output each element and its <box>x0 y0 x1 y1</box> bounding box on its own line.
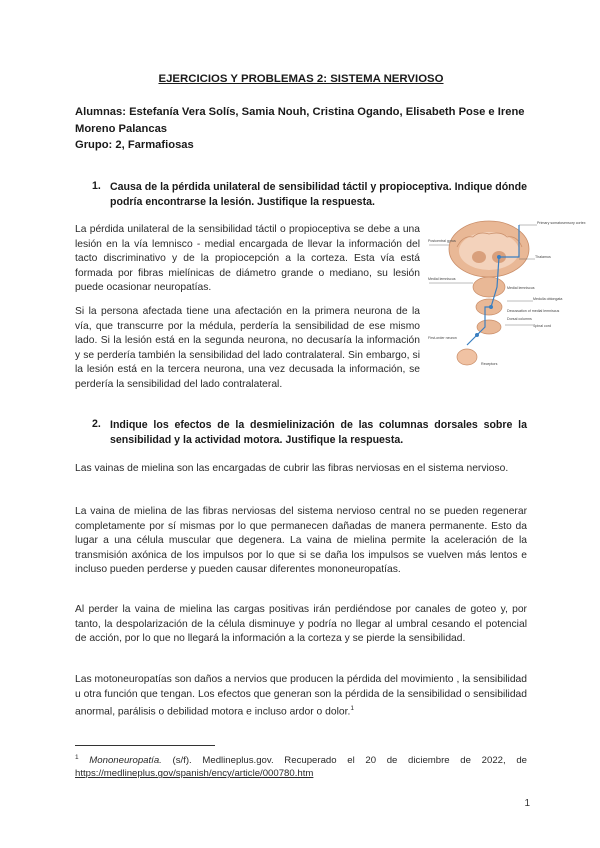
question-2-number: 2. <box>92 418 101 430</box>
group-line: Grupo: 2, Farmafiosas <box>75 139 194 151</box>
question-1-number: 1. <box>92 180 101 192</box>
q2-paragraph-1: Las vainas de mielina son las encargadas de cubrir las fibras nerviosas en el sistema nervioso. <box>75 463 509 474</box>
label-top-right: Primary somatosensory cortex <box>537 221 586 225</box>
label-first-neuron: First-order neuron <box>428 336 457 340</box>
q2-paragraph-4 <box>75 673 527 720</box>
label-thalamus: Thalamus <box>535 255 551 259</box>
page-title: EJERCICIOS Y PROBLEMAS 2: SISTEMA NERVIOSO <box>158 73 444 85</box>
footnote <box>75 751 527 780</box>
label-receptor: Receptors <box>481 362 498 366</box>
q2-paragraph-2: La vaina de mielina de las fibras nerviosas del sistema nervioso central no se pueden regenerar completamente por sí mismas por lo que permanecen dañadas de manera permanente. Esto da lugar a una célula muscular que degenera. La vaina de mielina permite la aceleración de la transmisión axónica de los impulsos por lo que si se daña los impulsos se vuelven más lentos e incluso pueden perderse y pueden causar diferentes mononeuropatías. <box>75 506 527 576</box>
q1-paragraph-1: La pérdida unilateral de la sensibilidad táctil o propioceptiva se debe a una lesión en la vía lemnisco - medial encargada de llevar la información del tacto discriminativo y de la propiocepción a la corteza. Esta vía está formada por fibras mielínicas de diámetro grande o mediano, su lesión puede ocasionar neuropatías. <box>75 224 420 294</box>
authors-block <box>75 104 527 154</box>
label-dorsal-column: Dorsal columns <box>507 317 532 321</box>
label-lower-midbrain: Medial lemniscus <box>507 286 535 290</box>
pathway-diagram <box>427 217 586 372</box>
authors-line: Alumnas: Estefanía Vera Solís, Samia Nouh, Cristina Ogando, Elisabeth Pose e Irene Moreno Palancas <box>75 106 525 135</box>
footnote-divider <box>75 745 215 746</box>
label-medulla: Medulla oblongata <box>533 297 563 301</box>
footnote-source: (s/f). Medlineplus.gov. Recuperado el 20 de diciembre de 2022, de <box>161 755 527 767</box>
footnote-number: 1 <box>75 754 79 761</box>
question-1-text: Causa de la pérdida unilateral de sensibilidad táctil y propioceptiva. Indique dónde podría encontrarse la lesión. Justifique la respuesta. <box>110 181 527 208</box>
footnote-ref[interactable]: 1 <box>350 705 354 713</box>
page-number: 1 <box>524 798 530 809</box>
q2-paragraph-4-text: Las motoneuropatías son daños a nervios que producen la pérdida del movimiento , la sensibilidad u otra función que tengan. Los efectos que generan son la pérdida de la sensibilidad o sensibilidad anormal, parálisis o debilidad motora e incluso ardor o dolor. <box>75 674 527 718</box>
label-spinal-cord: Spinal cord <box>533 324 551 328</box>
sensory-pathway-figure <box>427 217 586 372</box>
label-midbrain: Medial lemniscus <box>428 277 456 281</box>
q1-paragraph-2: Si la persona afectada tiene una afectación en la primera neurona de la vía, que transcurre por la médula, perdería la sensibilidad de ese mismo lado. Si la lesión está en la segunda neurona, no decusaría la información y se perdería también la sensibilidad del lado contralateral. Sin embargo, si la lesión está en la tercera neurona, una vez decusada la información, se perdería la sensibilidad del lado contralateral. <box>75 306 420 390</box>
question-2-text: Indique los efectos de la desmielinización de las columnas dorsales sobre la sensibilidad y la actividad motora. Justifique la respuesta. <box>110 419 527 446</box>
footnote-title: Mononeuropatía. <box>89 755 162 767</box>
footnote-link[interactable]: https://medlineplus.gov/spanish/ency/article/000780.htm <box>75 768 314 780</box>
q2-paragraph-3: Al perder la vaina de mielina las cargas positivas irán perdiéndose por canales de goteo y, por tanto, la despolarización de la célula disminuye y podría no llegar al umbral cesando el potencial de acción, por lo que no llegará la información a la corteza y se pierde la sensibilidad. <box>75 604 527 645</box>
label-cortex: Postcentral gyrus <box>428 239 456 243</box>
label-decussation: Decussation of medial lemniscus <box>507 309 560 313</box>
